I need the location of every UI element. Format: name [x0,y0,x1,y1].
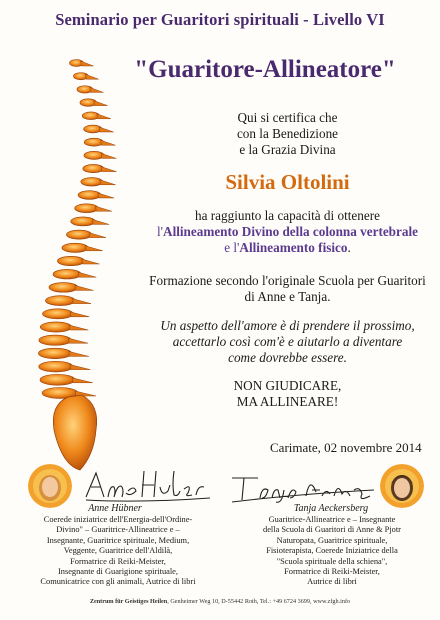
achievement-line-3-suffix: . [347,240,351,255]
place-date: Carimate, 02 novembre 2014 [270,440,422,455]
certify-line-1: Qui si certifica che [237,110,338,125]
spinous-process [97,114,111,119]
spinous-process [90,87,104,92]
spinous-process [68,338,88,343]
footer-address-text: , Genheimer Weg 10, D-55442 Roth, Tel.: +49 6724 3699, www.zfgh.info [167,598,351,605]
tanja-title-line: Fisioterapista, Coerede Iniziatrice della [266,546,398,556]
vertebra [38,348,71,359]
spinous-process [82,259,100,264]
motto-line-2: MA ALLINEARE! [236,394,339,409]
tanja-title-line: Formatrice di Reiki-Meister, [284,567,380,577]
vertebra [42,309,73,319]
achievement-block [135,208,440,256]
vertebra [84,138,103,146]
tanja-titles [232,515,432,588]
spinous-process [70,312,89,317]
anne-title-line: Insegnante di Guarigione spirituale, [57,567,178,577]
training-line-2: di Anne e Tanja. [244,289,331,304]
tanja-signature [228,468,378,506]
spinous-process [70,365,90,370]
vertebra [66,230,91,239]
vertebra [81,178,103,186]
vertebra [75,204,99,213]
vertebra [40,322,72,332]
achievement-line-1: ha raggiunto la capacità di ottenere [195,208,380,223]
spinous-process [94,101,108,106]
spinous-process [98,193,114,198]
spinous-process [95,206,112,211]
anne-title-line: Formatrice di Reiki-Meister, [70,556,166,566]
spinous-process [101,140,116,145]
vertebra [49,283,78,293]
spinous-process [85,246,102,251]
vertebra [62,243,88,252]
certify-line-3: e la Grazia Divina [239,142,336,157]
quote-block [135,318,440,366]
anne-title-line: Insegnante, Guaritrice spirituale, Medium, [46,535,190,545]
recipient-name: Silvia Oltolini [225,170,350,194]
vertebra [83,164,104,172]
tanja-portrait [380,464,424,508]
tanja-title-line: della Scuola di Guaritori di Anne & Pjotr [263,525,401,535]
anne-signature [80,465,220,505]
spinous-process [72,299,91,304]
vertebra [39,335,71,345]
vertebra [45,296,75,306]
spinous-process [78,272,96,277]
anne-portrait [28,464,72,508]
achievement-line-2 [135,224,440,240]
achievement-line-2-prefix: l' [157,224,164,239]
achievement-line-3-prefix: e l' [224,240,240,255]
achievement-line-2-bold: Allineamento Divino della colonna vertebrale [163,224,418,239]
anne-titles [18,515,218,588]
vertebra [53,269,81,279]
tanja-name: Tanja Aeckersberg [293,503,369,514]
seminar-heading: Seminario per Guaritori spirituali - Livello VI [55,10,385,29]
tanja-title-line: Naturopata, Guaritrice spirituale, [276,535,388,545]
anne-title-line: Divino" – Guaritrice-Allineatrice e – [56,525,180,535]
vertebra [39,361,73,372]
tanja-title-line: Guaritrice-Allineatrice e – Insegnante [268,515,396,524]
quote-line-2: accettarlo così com'è e aiutarlo a diventare [172,334,403,349]
quote-line-1: Un aspetto dell'amore è di prendere il prossimo, [160,318,415,333]
anne-title-line: Veggente, Guaritrice dell'Aldilà, [63,546,173,556]
tanja-title-line: "Scuola spirituale della schiena", [276,556,388,566]
certify-block [135,110,440,158]
footer-org: Zentrum für Geistiges Heilen [89,598,168,605]
quote-line-3: come dovrebbe essere. [228,350,347,365]
anne-title-line: Comunicatrice con gli animali, Autrice di libri [40,577,196,587]
achievement-line-3-bold: Allineamento fisico [239,240,348,255]
vertebra [57,256,84,265]
spinous-process [101,167,117,172]
vertebra [40,374,75,385]
spinous-process [100,180,116,185]
spinous-process [101,153,116,158]
anne-title-line: Coerede iniziatrice dell'Energia-dell'Ordine- [43,515,193,524]
achievement-line-3 [135,240,440,256]
sacrum [53,395,96,470]
spinous-process [72,378,93,383]
certificate-title: "Guaritore-Allineatore" [134,56,396,83]
anne-name: Anne Hübner [88,503,142,514]
vertebra [71,217,96,226]
spinous-process [89,233,106,238]
spinous-process [99,127,114,132]
motto-line-1: NON GIUDICARE, [233,378,342,393]
vertebra [84,151,104,159]
motto-block [135,378,440,410]
vertebra [78,191,101,200]
training-line-1: Formazione secondo l'originale Scuola per Guaritori [149,273,426,288]
spinous-process [69,325,88,330]
tanja-title-line: Autrice di libri [307,577,357,587]
spinous-process [75,285,93,290]
footer-address [0,598,440,605]
certify-line-2: con la Benedizione [236,126,339,141]
spinous-process [69,351,89,356]
training-block [135,273,440,305]
spinous-process [92,219,109,224]
